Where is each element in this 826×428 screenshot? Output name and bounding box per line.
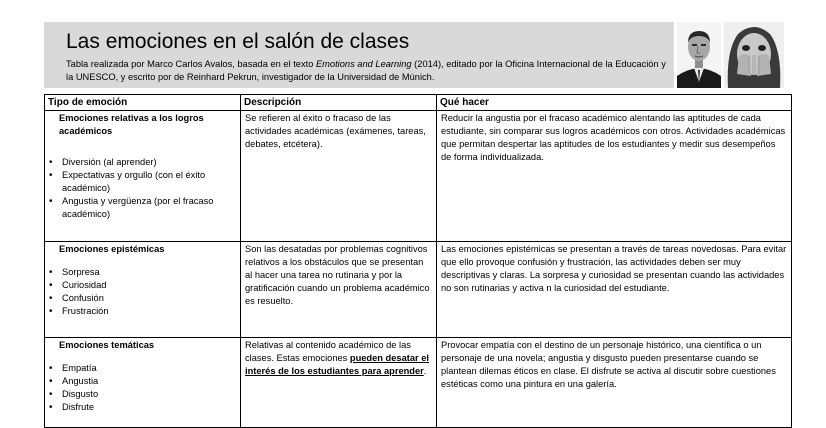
emotion-list bbox=[49, 362, 236, 414]
subtitle-text-start: Tabla realizada por Marco Carlos Avalos, basada en el texto bbox=[66, 59, 316, 69]
what-to-do-cell: Provocar empatía con el destino de un personaje histórico, una científica o un personaje de una novela; angustia y disgusto pueden presentarse cuando se plantean dilemas éticos en clase. El disfrute se activa al discutir sobre cuestiones estéticas como una pintura en una galería. bbox=[437, 338, 792, 428]
table-row bbox=[45, 111, 792, 242]
emotion-list bbox=[49, 156, 236, 221]
description-text: Relativas al contenido académico de las clases. Estas emociones bbox=[245, 340, 411, 363]
subtitle-text-end: (2014), editado por la Oficina Internacional de la Educación y la UNESCO, y escrito por de Reinhard Pekrun, investigador de la Universidad de Múnich. bbox=[66, 59, 666, 82]
emotion-list-item: • Disgusto bbox=[60, 388, 236, 401]
emotion-category-title: Emociones relativas a los logros académicos bbox=[59, 113, 204, 136]
emotion-list-item: • Diversión (al aprender) bbox=[60, 156, 236, 169]
page-subtitle bbox=[66, 58, 671, 84]
emotion-list bbox=[49, 266, 236, 318]
emotion-category-title: Emociones epistémicas bbox=[59, 244, 165, 254]
emotion-list-item: • Empatía bbox=[60, 362, 236, 375]
page-title: Las emociones en el salón de clases bbox=[66, 30, 410, 53]
emotions-table bbox=[44, 94, 792, 428]
description-text-end: . bbox=[423, 366, 427, 376]
emotion-category-title: Emociones temáticas bbox=[59, 340, 155, 350]
emotion-list-item: • Angustia y vergüenza (por el fracaso académico) bbox=[60, 195, 236, 221]
description-cell: Se refieren al éxito o fracaso de las actividades académicas (exámenes, tareas, debates, etcétera). bbox=[241, 111, 437, 242]
header-banner bbox=[44, 22, 674, 88]
header-emotion-type: Tipo de emoción bbox=[45, 95, 241, 111]
child-portrait-photo bbox=[724, 22, 784, 88]
description-cell bbox=[241, 338, 437, 428]
emotion-type-cell bbox=[45, 111, 241, 242]
what-to-do-cell: Las emociones epistémicas se presentan a través de tareas novedosas. Para evitar que ello provoque confusión y frustración, las actividades deben ser muy descriptivas y claras. La sorpresa y curiosidad se presentan cuando las actividades no son rutinarias y activa n la curiosidad del estudiante. bbox=[437, 242, 792, 338]
emotion-list-item: • Angustia bbox=[60, 375, 236, 388]
man-portrait-photo bbox=[677, 22, 721, 88]
subtitle-work-title: Emotions and Learning bbox=[315, 59, 412, 69]
emotion-list-item: • Expectativas y orgullo (con el éxito académico) bbox=[60, 169, 236, 195]
header-description: Descripción bbox=[241, 95, 437, 111]
emotion-list-item: • Curiosidad bbox=[60, 279, 236, 292]
emotion-list-item: • Confusión bbox=[60, 292, 236, 305]
description-cell: Son las desatadas por problemas cognitivos relativos a los obstáculos que se presentan al hacer una tarea no rutinaria y por la gratificación cuando un problema académico es resuelto. bbox=[241, 242, 437, 338]
what-to-do-cell: Reducir la angustia por el fracaso académico alentando las aptitudes de cada estudiante, sin comparar sus logros académicos con otros. Actividades académicas que permitan despertar las aptitudes de los estudiantes y medir sus desempeños de forma individualizada. bbox=[437, 111, 792, 242]
description-emphasis: pueden desatar el interés de los estudiantes para aprender bbox=[245, 353, 429, 376]
table-header-row bbox=[45, 95, 792, 111]
emotion-list-item: • Sorpresa bbox=[60, 266, 236, 279]
emotion-type-cell bbox=[45, 338, 241, 428]
table-row bbox=[45, 338, 792, 428]
emotion-type-cell bbox=[45, 242, 241, 338]
emotion-list-item: • Disfrute bbox=[60, 401, 236, 414]
emotion-list-item: • Frustración bbox=[60, 305, 236, 318]
header-what-to-do: Qué hacer bbox=[437, 95, 792, 111]
table-row bbox=[45, 242, 792, 338]
